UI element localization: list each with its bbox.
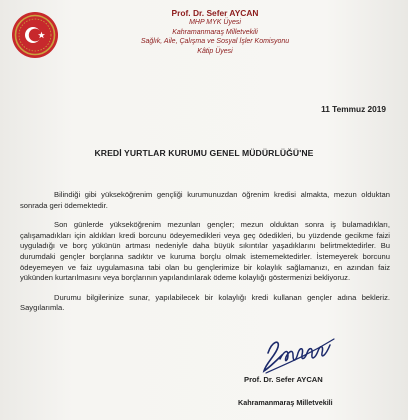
letterhead-line: Kahramanmaraş Milletvekili [172, 28, 258, 36]
letter-body [20, 190, 390, 323]
handwritten-signature-icon [258, 333, 338, 379]
parliament-seal-icon [11, 11, 59, 59]
letterhead-line: Sağlık, Aile, Çalışma ve Sosyal İşler Komisyonu [140, 38, 290, 46]
body-paragraph: Son günlerde yükseköğrenim mezunları gençler; mezun olduktan sonra iş bulamadıkları, çalışamadıkları için aldıkları kredi borcunu ödeyemedikleri veya geç ödedikleri, bu yüzdende gecikme faizi uyguladığı ve borç yükünün artması nedeniyle daha büyük sıkıntılar yaşadıklarını belirtmektedirler. Bu durumdaki gençler borçlarına sadıktır ve kuruma borçlu olmak istememektedirler. İstemeyerek borcunu ödeyemeyen ve faiz uygulamasına tabi olan bu gençlerimize bir kolaylık sağlamanızı, en azından faiz yükünden kurtarılmasını veya borçlarının yapılandırılarak ödeme kolaylığı göstermenizi bekliyoruz. [20, 220, 390, 283]
letterhead-line: Kâtip Üyesi [197, 47, 233, 55]
signatory-name: Prof. Dr. Sefer AYCAN [244, 375, 323, 384]
letter-date: 11 Temmuz 2019 [321, 104, 386, 114]
letterhead [120, 9, 310, 56]
body-paragraph: Bilindiği gibi yükseköğrenim gençliği kurumunuzdan öğrenim kredisi almakta, mezun olduktan sonrada geri ödemektedir. [20, 190, 390, 210]
letterhead-name: Prof. Dr. Sefer AYCAN [171, 8, 259, 18]
recipient-heading: KREDİ YURTLAR KURUMU GENEL MÜDÜRLÜĞÜ'NE [94, 148, 314, 158]
signatory-title: Kahramanmaraş Milletvekili [238, 398, 333, 407]
letterhead-line: MHP MYK Üyesi [189, 19, 241, 27]
body-paragraph: Durumu bilgilerinize sunar, yapılabilecek bir kolaylığı kredi kullanan gençler adına bekleriz. Saygılarımla. [20, 292, 390, 313]
